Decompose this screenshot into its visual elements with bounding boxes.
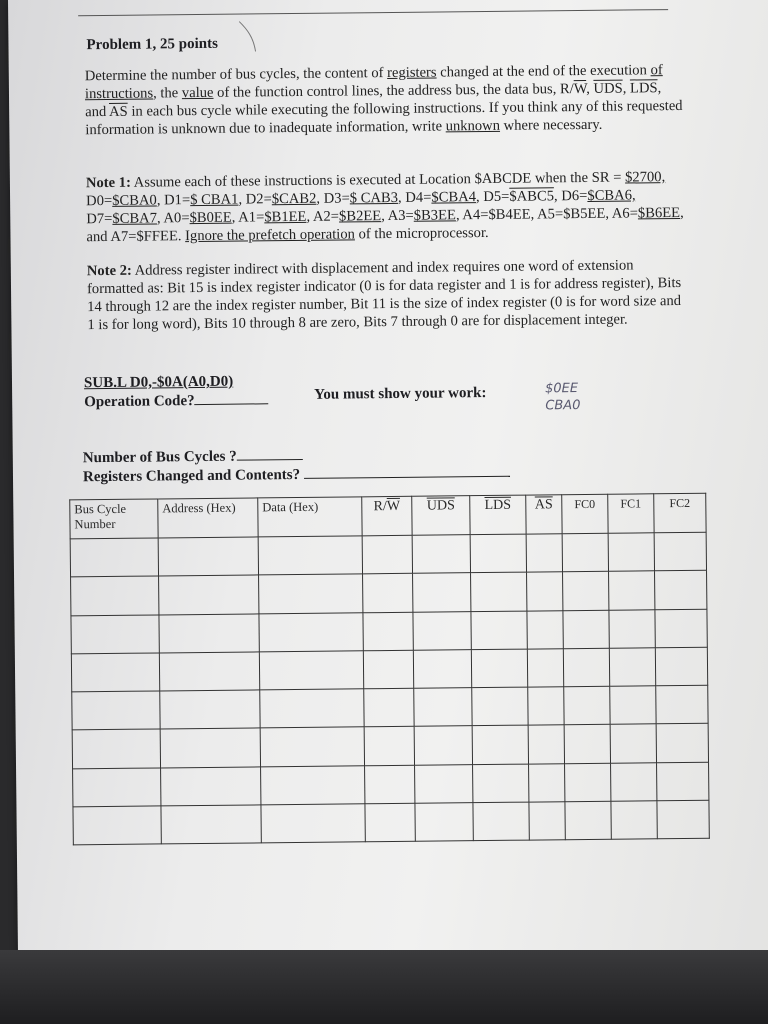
col-fc2: FC2	[654, 493, 706, 533]
pen-mark	[233, 19, 263, 59]
col-bus-cycle: Bus Cycle Number	[70, 499, 158, 539]
note1-paragraph: Note 1: Assume each of these instructions is executed at Location $ABCDE when the SR = $2700, D0=$CBA0, D1=$ CBA1, D2=$CAB2, D3=$ CAB3, D4=$CBA4, D5=$ABC5, D6=$CBA6, D7=$CBA7, A0=$B0EE, A1=$B1EE, A2=$B2EE, A3=$B3EE, A4=$B4EE, A5=$B5EE, A6=$B6EE, and A7=$FFEE. Ignore the prefetch operation of the microprocessor.	[85, 169, 684, 246]
problem-heading: Problem 1, 25 points	[86, 35, 218, 54]
top-rule	[78, 9, 668, 16]
handwritten-note: $0EE CBA0	[545, 381, 581, 414]
paper-sheet	[8, 0, 768, 960]
opcode-label: Operation Code?	[84, 393, 195, 411]
questions-block	[83, 445, 510, 487]
col-data: Data (Hex)	[258, 497, 362, 537]
table-row[interactable]	[71, 609, 707, 654]
desk-background	[0, 950, 768, 1024]
col-rw: $R/\overline{W}$	[362, 496, 412, 536]
instruction-text: SUB.L D0,-$0A(A0,D0)	[83, 373, 234, 392]
registers-answer-line[interactable]	[304, 464, 510, 479]
col-fc1: FC1	[608, 494, 654, 533]
table-row[interactable]	[73, 800, 709, 845]
table-row[interactable]	[73, 762, 709, 807]
opcode-answer-line[interactable]	[195, 391, 269, 405]
table-row[interactable]	[70, 532, 706, 577]
show-work-label: You must show your work:	[314, 385, 487, 403]
note2-paragraph: Note 2: Address register indirect with displacement and index requires one word of extension formatted as: Bit 15 is index register indicator (0 is for data register and 1 is for address register), Bits 14 through 12 are the index register number, Bit 11 is the size of index register (0 is for word size and 1 is for long word), Bits 10 through 8 are zero, Bits 7 through 0 are for displacement integer.	[86, 257, 682, 334]
bus-cycles-answer-line[interactable]	[237, 447, 303, 461]
registers-changed-label: Registers Changed and Contents?	[82, 466, 301, 486]
bus-cycles-label: Number of Bus Cycles ?	[82, 448, 237, 467]
bus-cycle-table	[69, 493, 710, 846]
col-uds: $\overline{UDS}$	[412, 496, 470, 536]
col-fc0: FC0	[562, 494, 608, 533]
instruction-block	[84, 372, 269, 412]
intro-paragraph: Determine the number of bus cycles, the content of registers changed at the end of the execution of instructions, the value of the function control lines, the address bus, the data bus, $R/\overline{W}$, $\overline{UDS}$, $\overline{LDS}$, and $\overline{AS}$ in each bus cycle while executing the following instructions. If you think any of this requested information is unknown due to inadequate information, write unknown where necessary.	[84, 62, 683, 139]
table-row[interactable]	[71, 570, 707, 615]
col-lds: $\overline{LDS}$	[470, 495, 526, 535]
table-row[interactable]	[72, 723, 708, 768]
table-header-row	[70, 493, 706, 539]
col-address: Address (Hex)	[158, 498, 258, 538]
col-as: $\overline{AS}$	[526, 495, 562, 534]
table-row[interactable]	[72, 685, 708, 730]
table-row[interactable]	[71, 647, 707, 692]
